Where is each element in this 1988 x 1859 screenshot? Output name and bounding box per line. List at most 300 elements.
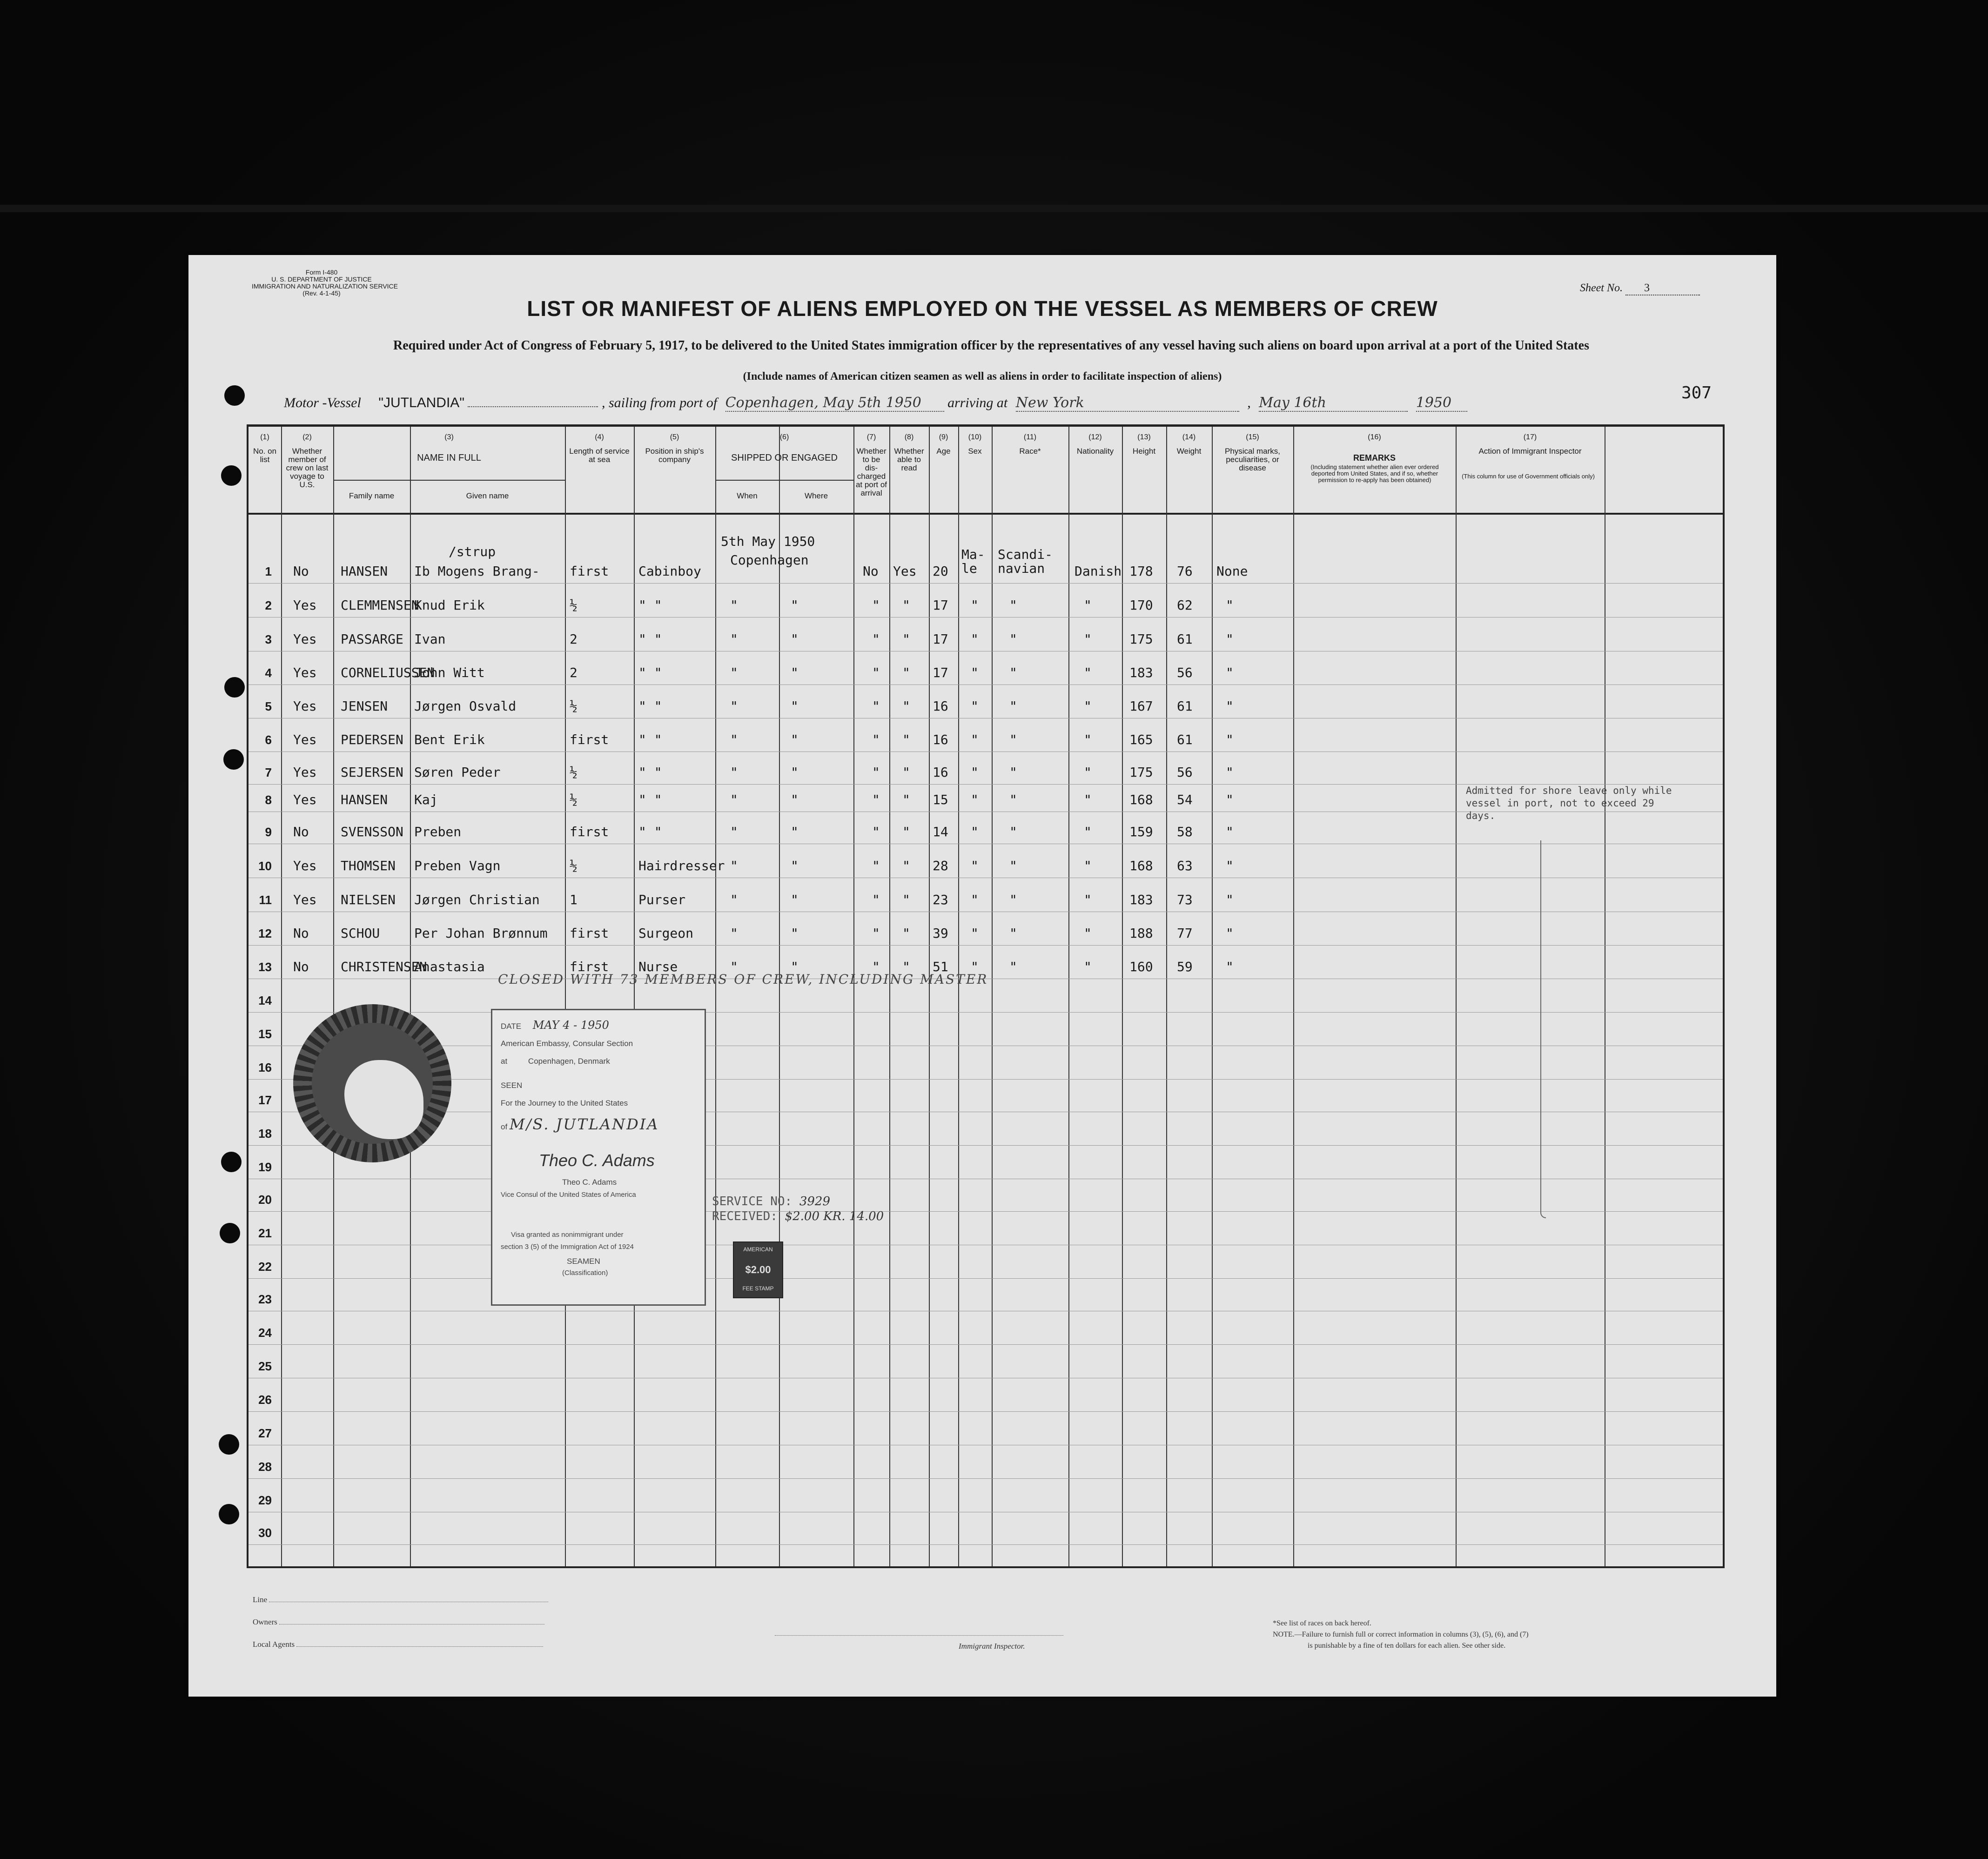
cell-height: 183: [1129, 665, 1153, 680]
cell-service-length: ½: [570, 792, 578, 807]
cell-where: ": [791, 892, 799, 907]
cell-weight: 62: [1177, 597, 1193, 613]
action-note: (This column for use of Government officials only): [1462, 473, 1595, 480]
cell-height: 159: [1129, 824, 1153, 839]
page-number: 307: [1681, 383, 1712, 403]
form-department: U. S. DEPARTMENT OF JUSTICE: [271, 275, 372, 283]
cell-where: ": [791, 698, 799, 714]
cell-given-name: Ib Mogens Brang-: [414, 564, 540, 579]
cell-where: ": [791, 959, 799, 974]
stamp-journey: For the Journey to the United States: [501, 1099, 628, 1107]
cell-weight: 73: [1177, 892, 1193, 907]
cell-where: ": [791, 765, 799, 780]
cell-nationality: ": [1084, 765, 1092, 780]
cell-where: ": [791, 597, 799, 613]
cell-age: 28: [933, 858, 948, 873]
cell-family-name: SCHOU: [341, 926, 380, 941]
binder-hole: [224, 385, 245, 406]
cell-race: ": [1009, 631, 1017, 647]
cell-height: 167: [1129, 698, 1153, 714]
column-header: Weight: [1176, 447, 1202, 456]
cell-prev-voyage: Yes: [293, 892, 317, 907]
row-number: 18: [258, 1127, 272, 1141]
cell-where: ": [791, 926, 799, 941]
row-number: 15: [258, 1027, 272, 1041]
cell-weight: 63: [1177, 858, 1193, 873]
column-number: (9): [939, 433, 948, 441]
footer-inspector: Immigrant Inspector.: [959, 1642, 1025, 1651]
cell-race: ": [1009, 765, 1017, 780]
vessel-name: "JUTLANDIA": [378, 395, 464, 410]
cell-marks: ": [1226, 698, 1234, 714]
stamp-ship: M/S. JUTLANDIA: [509, 1115, 659, 1133]
remarks-bracket: [1540, 840, 1546, 1218]
cell-family-name: NIELSEN: [341, 892, 396, 907]
column-header: NAME IN FULL: [417, 453, 481, 463]
cell-position: Purser: [638, 892, 686, 907]
cell-nationality: ": [1084, 926, 1092, 941]
cell-where: Copenhagen: [730, 552, 809, 568]
cell-service-length: ½: [570, 858, 578, 873]
cell-weight: 56: [1177, 665, 1193, 680]
subheader-divider: [715, 480, 853, 481]
row-number: 22: [258, 1260, 272, 1274]
service-no: 3929: [799, 1195, 831, 1208]
cell-given-name: Preben: [414, 824, 462, 839]
row-rule: [248, 1411, 1723, 1412]
cell-family-name: SEJERSEN: [341, 765, 403, 780]
arriving-label: arriving at: [947, 395, 1008, 410]
cell-age: 16: [933, 698, 948, 714]
cell-race: ": [1009, 732, 1017, 747]
form-service: IMMIGRATION AND NATURALIZATION SERVICE: [252, 282, 398, 290]
binder-hole: [221, 1152, 242, 1172]
vessel-line: Motor -Vessel "JUTLANDIA" , sailing from port of Copenhagen, May 5th 1950 arriving at New York , May 16th 1950: [284, 395, 1736, 412]
cell-nationality: ": [1084, 858, 1092, 873]
cell-age: 14: [933, 824, 948, 839]
cell-prev-voyage: Yes: [293, 732, 317, 747]
sheet-number-label: Sheet No.: [1580, 282, 1623, 294]
subheader-when: When: [737, 491, 758, 500]
cell-when: ": [730, 698, 738, 714]
row-number: 23: [258, 1292, 272, 1306]
cell-discharged: ": [872, 959, 880, 974]
cell-given-name-continued: /strup: [449, 544, 496, 559]
port-to: New York: [1016, 395, 1239, 412]
stamp-date: MAY 4 - 1950: [532, 1019, 609, 1032]
column-number: (6): [779, 433, 789, 441]
row-number: 30: [258, 1526, 272, 1540]
sheet-number-value: 3: [1625, 282, 1700, 295]
row-rule: [248, 1145, 1723, 1146]
cell-service-length: 2: [570, 665, 578, 680]
row-number: 24: [258, 1326, 272, 1340]
cell-when: ": [730, 597, 738, 613]
cell-age: 17: [933, 631, 948, 647]
arrival-year: 1950: [1416, 395, 1467, 412]
row-rule: [248, 1211, 1723, 1212]
stamp-seen: SEEN: [501, 1081, 523, 1090]
stamp-classification: (Classification): [562, 1269, 608, 1277]
footer-note-1: NOTE.—Failure to furnish full or correct information in columns (3), (5), (6), and (7): [1273, 1631, 1529, 1638]
cell-discharged: ": [872, 665, 880, 680]
cell-height: 175: [1129, 631, 1153, 647]
remarks-note: (Including statement whether alien ever ordered deported from United States, and if so, whether permission to re-apply has been obtained): [1310, 463, 1439, 483]
stamp-seamen: SEAMEN: [567, 1257, 600, 1266]
subheader-divider: [333, 480, 565, 481]
cell-given-name: John Witt: [414, 665, 485, 680]
cell-discharged: ": [872, 698, 880, 714]
fee-stamp: [733, 1242, 783, 1298]
cell-marks: ": [1226, 765, 1234, 780]
cell-family-name: HANSEN: [341, 792, 388, 807]
column-header: Age: [936, 447, 951, 456]
column-header: Whether member of crew on last voyage to U.S.: [286, 447, 329, 489]
cell-height: 168: [1129, 792, 1153, 807]
cell-given-name: Jørgen Osvald: [414, 698, 517, 714]
cell-service-length: 1: [570, 892, 578, 907]
cell-discharged: ": [872, 631, 880, 647]
stamp-visa-2: section 3 (5) of the Immigration Act of 1924: [501, 1243, 634, 1251]
cell-age: 16: [933, 765, 948, 780]
row-number: 25: [258, 1359, 272, 1373]
column-number: (12): [1088, 433, 1102, 441]
cell-height: 178: [1129, 564, 1153, 579]
cell-weight: 61: [1177, 698, 1193, 714]
cell-prev-voyage: Yes: [293, 765, 317, 780]
column-header: Position in ship's company: [645, 447, 704, 464]
column-number: (14): [1182, 433, 1196, 441]
cell-given-name: Per Johan Brønnum: [414, 926, 548, 941]
page-title: LIST OR MANIFEST OF ALIENS EMPLOYED ON THE VESSEL AS MEMBERS OF CREW: [527, 296, 1438, 321]
row-number: 16: [258, 1060, 272, 1074]
cell-marks: ": [1226, 926, 1234, 941]
cell-age: 39: [933, 926, 948, 941]
cell-position: " ": [638, 765, 662, 780]
cell-service-length: ½: [570, 597, 578, 613]
column-divider: [281, 427, 282, 1566]
row-number: 7: [265, 765, 272, 779]
cell-marks: ": [1226, 824, 1234, 839]
film-strip-edge: [0, 205, 1988, 212]
cell-height: 188: [1129, 926, 1153, 941]
cell-weight: 61: [1177, 732, 1193, 747]
row-number: 11: [259, 893, 272, 907]
remarks-text: Admitted for shore leave only while vessel in port, not to exceed 29 days.: [1466, 785, 1672, 821]
cell-marks: None: [1216, 564, 1248, 579]
cell-given-name: Knud Erik: [414, 597, 485, 613]
cell-sex: ": [971, 926, 979, 941]
fee-stamp-value: $2.00: [745, 1264, 771, 1275]
stamp-city: Copenhagen, Denmark: [528, 1057, 610, 1066]
column-divider: [715, 427, 716, 1566]
cell-age: 17: [933, 665, 948, 680]
column-number: (15): [1246, 433, 1259, 441]
form-identifier: [252, 268, 398, 297]
cell-when: ": [730, 665, 738, 680]
cell-nationality: ": [1084, 597, 1092, 613]
column-divider: [634, 427, 635, 1566]
cell-marks: ": [1226, 597, 1234, 613]
cell-position: " ": [638, 792, 662, 807]
subtitle-note: (Include names of American citizen seamen as well as aliens in order to facilitate inspection of aliens): [743, 370, 1222, 383]
cell-position: Hairdresser: [638, 858, 725, 873]
row-rule: [248, 1344, 1723, 1345]
cell-where: ": [791, 858, 799, 873]
column-header: REMARKS: [1353, 453, 1396, 463]
received-amount: $2.00 KR. 14.00: [785, 1209, 884, 1223]
cell-position: " ": [638, 732, 662, 747]
stamp-signature: Theo C. Adams: [539, 1151, 655, 1170]
cell-able-read: ": [902, 597, 910, 613]
cell-nationality: ": [1084, 698, 1092, 714]
cell-position: Cabinboy: [638, 564, 701, 579]
cell-service-length: first: [570, 824, 609, 839]
cell-service-length: first: [570, 564, 609, 579]
binder-hole: [219, 1434, 239, 1455]
closed-note: CLOSED WITH 73 MEMBERS OF CREW, INCLUDING MASTER: [498, 972, 988, 987]
column-divider: [889, 427, 890, 1566]
row-number: 12: [258, 926, 272, 940]
cell-able-read: ": [902, 858, 910, 873]
cell-height: 165: [1129, 732, 1153, 747]
column-divider: [1068, 427, 1069, 1566]
cell-given-name: Søren Peder: [414, 765, 501, 780]
column-divider: [853, 427, 854, 1566]
fee-stamp-top: AMERICAN: [743, 1246, 773, 1253]
cell-prev-voyage: Yes: [293, 792, 317, 807]
cell-able-read: ": [902, 698, 910, 714]
cell-age: 16: [933, 732, 948, 747]
row-rule: [248, 1278, 1723, 1279]
row-number: 26: [258, 1393, 272, 1407]
row-number: 13: [258, 960, 272, 974]
column-divider: [565, 427, 566, 1566]
service-no-label: SERVICE NO:: [712, 1195, 793, 1208]
cell-family-name: THOMSEN: [341, 858, 396, 873]
cell-age: 20: [933, 564, 948, 579]
row-rule: [248, 945, 1723, 946]
cell-position: " ": [638, 665, 662, 680]
column-header: SHIPPED OR ENGAGED: [731, 453, 838, 463]
cell-weight: 58: [1177, 824, 1193, 839]
cell-height: 170: [1129, 597, 1153, 613]
row-rule: [248, 1544, 1723, 1545]
cell-given-name: Ivan: [414, 631, 446, 647]
binder-hole: [220, 1223, 240, 1243]
cell-weight: 56: [1177, 765, 1193, 780]
cell-weight: 54: [1177, 792, 1193, 807]
row-number: 5: [265, 699, 272, 713]
cell-race: ": [1009, 892, 1017, 907]
cell-family-name: JENSEN: [341, 698, 388, 714]
cell-prev-voyage: Yes: [293, 698, 317, 714]
cell-prev-voyage: Yes: [293, 665, 317, 680]
cell-when: ": [730, 824, 738, 839]
form-number: Form I-480: [305, 268, 338, 276]
column-divider: [1122, 427, 1123, 1566]
stamp-visa-1: Visa granted as nonimmigrant under: [511, 1231, 624, 1239]
row-number: 9: [265, 825, 272, 839]
column-number: (8): [904, 433, 914, 441]
footer-line-label: Line: [253, 1595, 268, 1604]
cell-discharged: ": [872, 597, 880, 613]
cell-where: ": [791, 631, 799, 647]
binder-hole: [223, 749, 244, 770]
cell-when: 5th May 1950: [721, 534, 815, 549]
cell-able-read: ": [902, 792, 910, 807]
cell-family-name: PASSARGE: [341, 631, 403, 647]
column-number: (13): [1137, 433, 1151, 441]
cell-able-read: Yes: [893, 564, 917, 579]
cell-able-read: ": [902, 732, 910, 747]
cell-discharged: ": [872, 824, 880, 839]
row-rule: [248, 1079, 1723, 1080]
cell-service-length: ½: [570, 698, 578, 714]
column-divider: [958, 427, 959, 1566]
cell-discharged: ": [872, 732, 880, 747]
cell-race: ": [1009, 959, 1017, 974]
cell-weight: 61: [1177, 631, 1193, 647]
cell-marks: ": [1226, 892, 1234, 907]
row-number: 4: [265, 666, 272, 680]
cell-height: 183: [1129, 892, 1153, 907]
cell-weight: 59: [1177, 959, 1193, 974]
cell-sex: ": [971, 631, 979, 647]
vessel-prefix: Motor -Vessel: [284, 395, 361, 410]
cell-when: ": [730, 892, 738, 907]
stamp-date-label: DATE: [501, 1022, 522, 1031]
cell-prev-voyage: Yes: [293, 858, 317, 873]
cell-service-length: first: [570, 732, 609, 747]
cell-race: ": [1009, 698, 1017, 714]
footer-races-note: *See list of races on back hereof.: [1273, 1619, 1371, 1627]
row-number: 14: [258, 993, 272, 1007]
cell-service-length: first: [570, 959, 609, 974]
arrival-date: May 16th: [1259, 395, 1408, 412]
received-label: RECEIVED:: [712, 1209, 778, 1223]
row-number: 6: [265, 733, 272, 747]
cell-able-read: ": [902, 765, 910, 780]
cell-prev-voyage: Yes: [293, 597, 317, 613]
cell-race: ": [1009, 665, 1017, 680]
cell-family-name: CORNELIUSSEN: [341, 665, 435, 680]
cell-sex: ": [971, 665, 979, 680]
cell-able-read: ": [902, 959, 910, 974]
cell-family-name: HANSEN: [341, 564, 388, 579]
cell-family-name: CLEMMENSEN: [341, 597, 419, 613]
cell-given-name: Preben Vagn: [414, 858, 501, 873]
column-header: Whether able to read: [894, 447, 924, 472]
consular-visa-stamp: [491, 1009, 706, 1306]
fee-stamp-bottom: FEE STAMP: [742, 1285, 774, 1292]
cell-family-name: PEDERSEN: [341, 732, 403, 747]
cell-marks: ": [1226, 858, 1234, 873]
cell-sex: Ma- le: [961, 547, 985, 576]
cell-given-name: Kaj: [414, 792, 438, 807]
column-header: Action of Immigrant Inspector: [1478, 447, 1582, 456]
row-rule: [248, 583, 1723, 584]
cell-discharged: ": [872, 765, 880, 780]
row-number: 28: [258, 1460, 272, 1474]
cell-able-read: ": [902, 631, 910, 647]
cell-able-read: ": [902, 665, 910, 680]
cell-where: ": [791, 665, 799, 680]
column-number: (10): [968, 433, 982, 441]
column-divider: [1212, 427, 1213, 1566]
row-number: 8: [265, 793, 272, 807]
cell-marks: ": [1226, 959, 1234, 974]
subheader-family-name: Family name: [349, 491, 395, 500]
footer-agents-label: Local Agents: [253, 1640, 295, 1649]
row-number: 19: [258, 1160, 272, 1174]
cell-race: ": [1009, 597, 1017, 613]
row-number: 3: [265, 632, 272, 646]
binder-hole: [219, 1504, 239, 1524]
row-number: 21: [258, 1226, 272, 1240]
cell-sex: ": [971, 698, 979, 714]
row-rule: [248, 1012, 1723, 1013]
manifest-table: [247, 424, 1725, 1568]
cell-prev-voyage: Yes: [293, 631, 317, 647]
cell-discharged: ": [872, 858, 880, 873]
cell-service-length: first: [570, 926, 609, 941]
column-divider: [1456, 427, 1457, 1566]
cell-family-name: CHRISTENSEN: [341, 959, 427, 974]
column-number: (2): [302, 433, 312, 441]
subtitle-act: Required under Act of Congress of February 5, 1917, to be delivered to the United States immigration officer by the representatives of any vessel having such aliens on board upon arrival at a port of the United States: [393, 338, 1589, 353]
subheader-given-name: Given name: [466, 491, 509, 500]
column-number: (3): [444, 433, 454, 441]
cell-race: ": [1009, 858, 1017, 873]
cell-height: 160: [1129, 959, 1153, 974]
column-number: (16): [1368, 433, 1381, 441]
column-divider: [333, 427, 334, 1566]
cell-nationality: ": [1084, 732, 1092, 747]
cell-position: " ": [638, 824, 662, 839]
column-divider: [779, 427, 780, 1566]
cell-given-name: Anastasia: [414, 959, 485, 974]
cell-position: Nurse: [638, 959, 678, 974]
row-number: 1: [265, 564, 272, 578]
cell-position: " ": [638, 631, 662, 647]
manifest-sheet: [188, 255, 1776, 1697]
cell-discharged: No: [863, 564, 879, 579]
cell-position: " ": [638, 597, 662, 613]
column-number: (11): [1023, 433, 1037, 441]
column-header: Length of service at sea: [569, 447, 630, 464]
cell-weight: 77: [1177, 926, 1193, 941]
cell-race: ": [1009, 792, 1017, 807]
column-number: (7): [866, 433, 876, 441]
cell-age: 51: [933, 959, 948, 974]
cell-where: ": [791, 824, 799, 839]
cell-marks: ": [1226, 732, 1234, 747]
stamp-signer-title: Vice Consul of the United States of America: [501, 1191, 636, 1199]
form-revision: (Rev. 4-1-45): [302, 289, 341, 297]
row-number: 20: [258, 1193, 272, 1207]
column-divider: [1293, 427, 1294, 1566]
cell-sex: ": [971, 765, 979, 780]
row-number: 27: [258, 1426, 272, 1440]
cell-nationality: ": [1084, 792, 1092, 807]
cell-height: 168: [1129, 858, 1153, 873]
column-number: (17): [1523, 433, 1537, 441]
cell-when: ": [730, 631, 738, 647]
stamp-embassy: American Embassy, Consular Section: [501, 1039, 633, 1048]
cell-prev-voyage: No: [293, 959, 309, 974]
header-divider: [248, 513, 1723, 515]
